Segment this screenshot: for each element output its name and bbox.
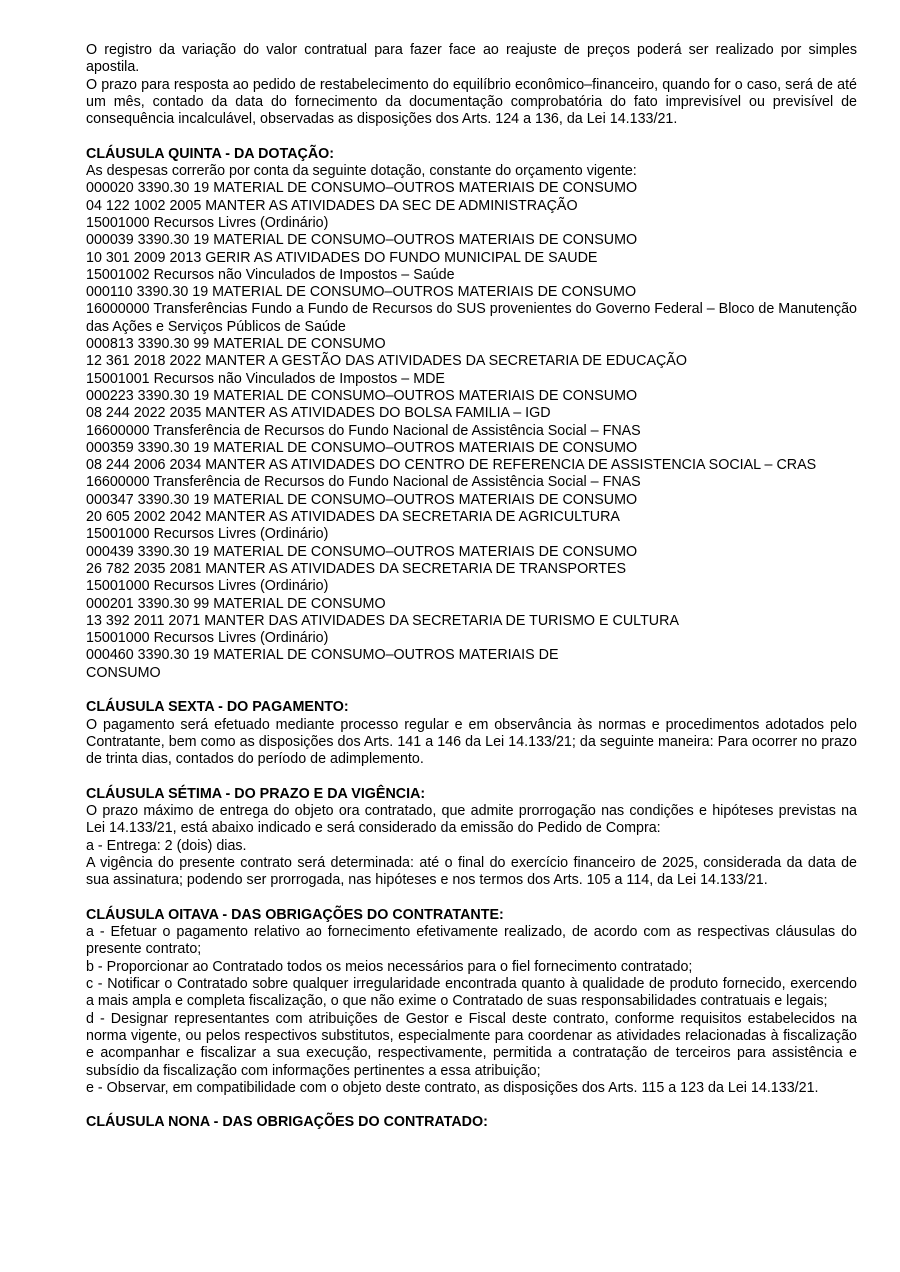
dotacao-line: 16600000 Transferência de Recursos do Fundo Nacional de Assistência Social – FNAS [86,422,641,439]
clausula-sexta-title: CLÁUSULA SEXTA - DO PAGAMENTO: [86,699,349,716]
clausula-sexta [86,699,857,768]
clausula-oitava-title: CLÁUSULA OITAVA - DAS OBRIGAÇÕES DO CONTRATANTE: [86,906,504,923]
dotacao-line: 000460 3390.30 19 MATERIAL DE CONSUMO–OUTROS MATERIAIS DE [86,647,559,664]
dotacao-line: CONSUMO [86,664,161,681]
clausula-nona [86,1114,857,1131]
intro-paragraph-2: O prazo para resposta ao pedido de restabelecimento do equilíbrio econômico–financeiro, quando for o caso, será de até um mês, contado da data do fornecimento da documentação comprobatória do fato imprevisível ou previsível de consequência incalculável, observadas as disposições dos Arts. 124 a 136, da Lei 14.133/21. [86,76,857,128]
dotacao-line: 000439 3390.30 19 MATERIAL DE CONSUMO–OUTROS MATERIAIS DE CONSUMO [86,543,638,560]
dotacao-line: 08 244 2022 2035 MANTER AS ATIVIDADES DO BOLSA FAMILIA – IGD [86,405,551,422]
dotacao-line: 04 122 1002 2005 MANTER AS ATIVIDADES DA SEC DE ADMINISTRAÇÃO [86,197,578,214]
dotacao-line: 000039 3390.30 19 MATERIAL DE CONSUMO–OUTROS MATERIAIS DE CONSUMO [86,232,638,249]
clausula-setima-paragraph: A vigência do presente contrato será determinada: até o final do exercício financeiro de 2025, considerada da data de sua assinatura; podendo ser prorrogada, nas hipóteses e nos termos dos Arts. 105 a 114, da Lei 14.133/21. [86,854,857,889]
dotacao-line: 000201 3390.30 99 MATERIAL DE CONSUMO [86,595,386,612]
clausula-oitava-item: d - Designar representantes com atribuições de Gestor e Fiscal deste contrato, conforme requisitos estabelecidos na norma vigente, ou pelos respectivos substitutos, especialmente para coordenar as atividades relacionadas à fiscalização e acompanhar e fiscalizar a sua execução, respectivamente, permitida a contratação de terceiros para assistência e subsídio da fiscalização com informações pertinentes a essa atribuição; [86,1010,857,1079]
dotacao-line: 15001000 Recursos Livres (Ordinário) [86,578,329,595]
clausula-quinta [86,146,857,682]
clausula-nona-title: CLÁUSULA NONA - DAS OBRIGAÇÕES DO CONTRATADO: [86,1114,488,1131]
document-page [86,42,857,1132]
intro-paragraph-1: O registro da variação do valor contratual para fazer face ao reajuste de preços poderá ser realizado por simples apostila. [86,42,857,76]
clausula-oitava-item: c - Notificar o Contratado sobre qualquer irregularidade encontrada quanto à qualidade de produto fornecido, exercendo a mais ampla e completa fiscalização, o que não exime o Contratado de suas responsabilidades contratuais e legais; [86,976,857,1010]
clausula-setima-paragraph: a - Entrega: 2 (dois) dias. [86,837,247,854]
dotacao-line: 000020 3390.30 19 MATERIAL DE CONSUMO–OUTROS MATERIAIS DE CONSUMO [86,180,638,197]
dotacao-line: 20 605 2002 2042 MANTER AS ATIVIDADES DA SECRETARIA DE AGRICULTURA [86,509,620,526]
dotacao-line: 08 244 2006 2034 MANTER AS ATIVIDADES DO CENTRO DE REFERENCIA DE ASSISTENCIA SOCIAL – CRAS [86,457,817,474]
dotacao-line: 000347 3390.30 19 MATERIAL DE CONSUMO–OUTROS MATERIAIS DE CONSUMO [86,491,638,508]
dotacao-line: 26 782 2035 2081 MANTER AS ATIVIDADES DA SECRETARIA DE TRANSPORTES [86,560,627,577]
dotacao-line: 13 392 2011 2071 MANTER DAS ATIVIDADES DA SECRETARIA DE TURISMO E CULTURA [86,612,679,629]
dotacao-line: 000359 3390.30 19 MATERIAL DE CONSUMO–OUTROS MATERIAIS DE CONSUMO [86,439,638,456]
clausula-setima [86,786,857,890]
clausula-oitava-item: e - Observar, em compatibilidade com o objeto deste contrato, as disposições dos Arts. 115 a 123 da Lei 14.133/21. [86,1079,819,1096]
clausula-sexta-text: O pagamento será efetuado mediante processo regular e em observância às normas e procedimentos adotados pelo Contratante, bem como as disposições dos Arts. 141 a 146 da Lei 14.133/21; da seguinte maneira: Para ocorrer no prazo de trinta dias, contados do período de adimplemento. [86,716,857,768]
dotacao-line: 10 301 2009 2013 GERIR AS ATIVIDADES DO FUNDO MUNICIPAL DE SAUDE [86,249,598,266]
clausula-oitava [86,907,857,1097]
clausula-oitava-item: a - Efetuar o pagamento relativo ao fornecimento efetivamente realizado, de acordo com as respectivas cláusulas do presente contrato; [86,924,857,958]
clausula-setima-title: CLÁUSULA SÉTIMA - DO PRAZO E DA VIGÊNCIA: [86,785,426,802]
dotacao-line: 15001000 Recursos Livres (Ordinário) [86,630,329,647]
dotacao-line: 000110 3390.30 19 MATERIAL DE CONSUMO–OUTROS MATERIAIS DE CONSUMO [86,284,637,301]
dotacao-line: 000223 3390.30 19 MATERIAL DE CONSUMO–OUTROS MATERIAIS DE CONSUMO [86,387,638,404]
dotacao-line: 15001001 Recursos não Vinculados de Impostos – MDE [86,370,445,387]
dotacao-line: 16000000 Transferências Fundo a Fundo de Recursos do SUS provenientes do Governo Federal – Bloco de Manutenção das Ações e Serviços Públicos de Saúde [86,301,857,335]
dotacao-list [86,180,857,682]
dotacao-line: 16600000 Transferência de Recursos do Fundo Nacional de Assistência Social – FNAS [86,474,641,491]
dotacao-line: 15001000 Recursos Livres (Ordinário) [86,526,329,543]
clausula-quinta-title: CLÁUSULA QUINTA - DA DOTAÇÃO: [86,145,335,162]
dotacao-line: 12 361 2018 2022 MANTER A GESTÃO DAS ATIVIDADES DA SECRETARIA DE EDUCAÇÃO [86,353,687,370]
dotacao-line: 000813 3390.30 99 MATERIAL DE CONSUMO [86,336,386,353]
clausula-setima-paragraph: O prazo máximo de entrega do objeto ora contratado, que admite prorrogação nas condições e hipóteses previstas na Lei 14.133/21, está abaixo indicado e será considerado da emissão do Pedido de Compra: [86,803,857,837]
dotacao-line: 15001002 Recursos não Vinculados de Impostos – Saúde [86,266,455,283]
clausula-quinta-intro: As despesas correrão por conta da seguinte dotação, constante do orçamento vigente: [86,163,637,180]
clausula-oitava-item: b - Proporcionar ao Contratado todos os meios necessários para o fiel fornecimento contratado; [86,958,693,975]
dotacao-line: 15001000 Recursos Livres (Ordinário) [86,214,329,231]
